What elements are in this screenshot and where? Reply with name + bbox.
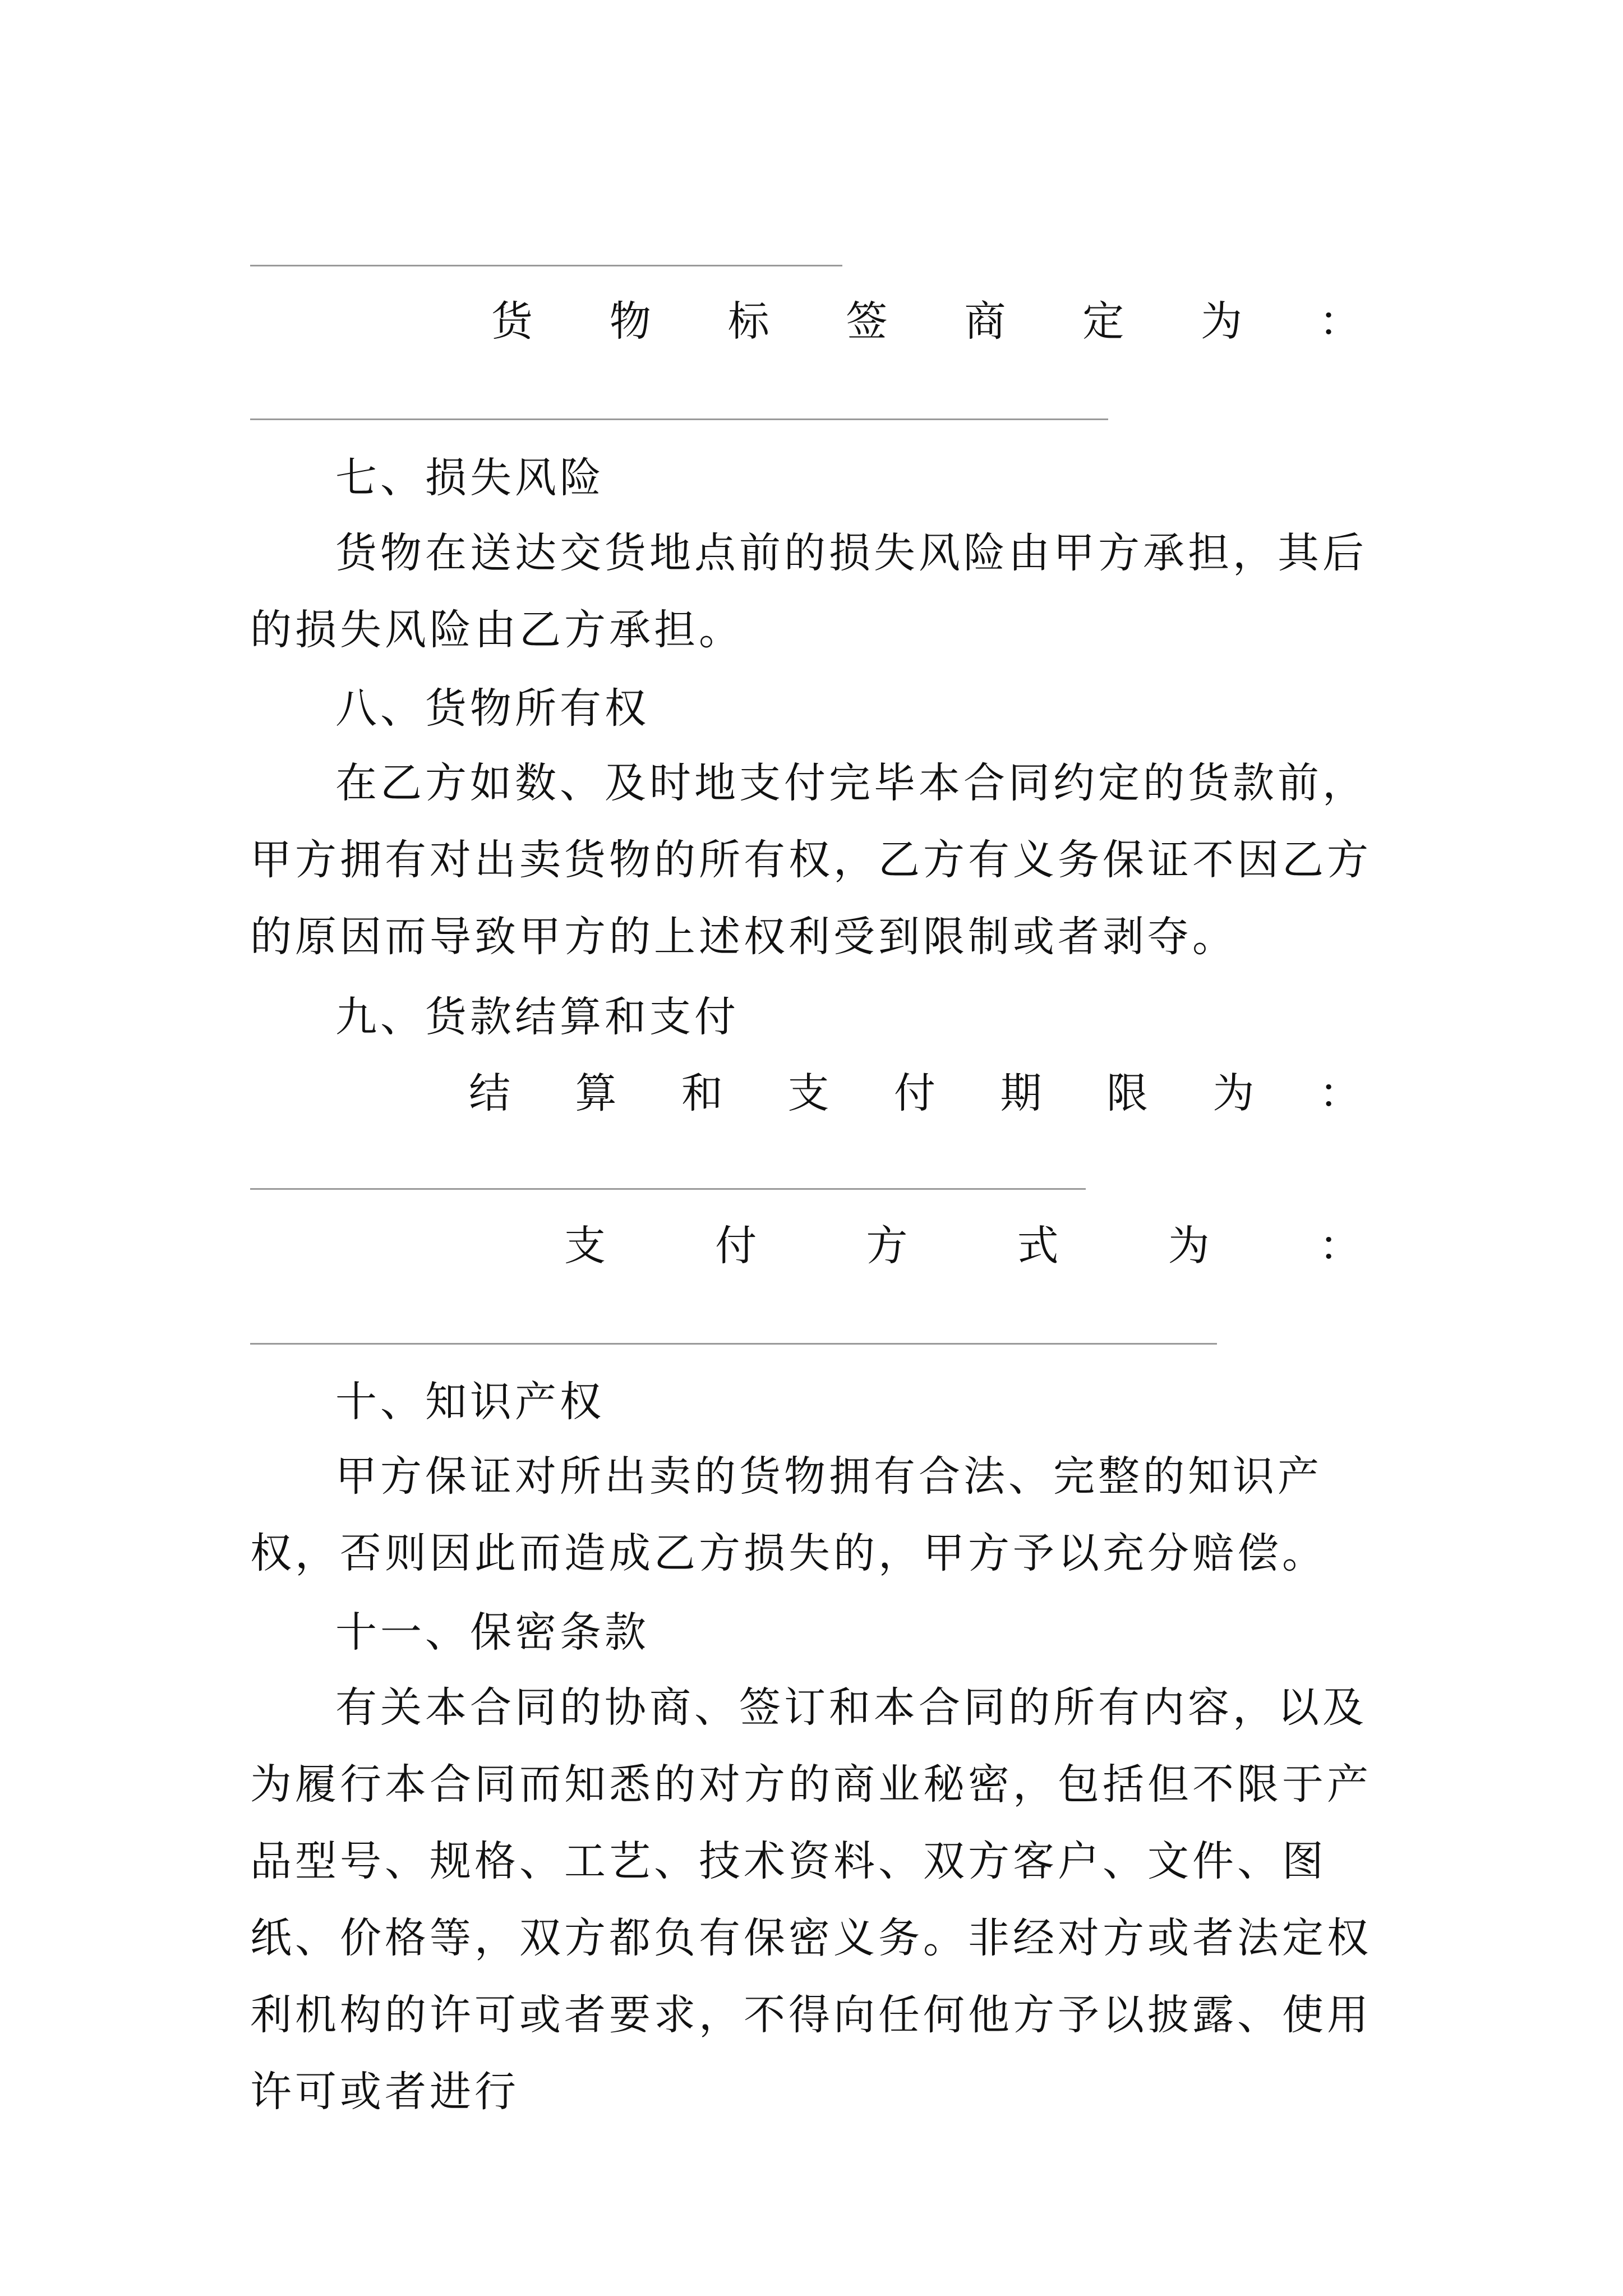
- payment-term-char: 付: [894, 1069, 935, 1117]
- goods-tag-char: 标: [727, 297, 769, 346]
- goods-tag-char: 货: [491, 297, 533, 346]
- goods-tag-char: 商: [964, 297, 1006, 346]
- section-10-body: 甲方保证对所出卖的货物拥有合法、完整的知识产权，否则因此而造成乙方损失的，甲方予以充分赔偿。: [250, 1452, 1327, 1577]
- payment-term-char: 结: [469, 1069, 510, 1117]
- goods-tag-char: 签: [846, 297, 888, 346]
- section-7-heading: 七、损失风险: [335, 454, 605, 502]
- goods-tag-char: ：: [1318, 297, 1361, 346]
- goods-tag-char: 定: [1082, 297, 1124, 346]
- payment-term-char: 为: [1212, 1069, 1255, 1117]
- section-9-heading: 九、货款结算和支付: [335, 993, 739, 1041]
- payment-term-char: 和: [681, 1069, 723, 1117]
- payment-method-char: ：: [1318, 1222, 1361, 1270]
- goods-tag-char: 为: [1201, 297, 1243, 346]
- section-11-heading: 十一、保密条款: [335, 1608, 649, 1657]
- blank-line-top: [250, 265, 842, 266]
- section-7-body: 货物在送达交货地点前的损失风险由甲方承担，其后的损失风险由乙方承担。: [250, 529, 1367, 654]
- goods-tag-char: 物: [609, 297, 651, 346]
- blank-line-goods-tag: [250, 418, 1108, 420]
- section-10-heading: 十、知识产权: [335, 1378, 605, 1426]
- payment-term-char: 限: [1106, 1069, 1148, 1117]
- payment-method-char: 式: [1017, 1222, 1059, 1270]
- blank-line-payment-term: [250, 1188, 1086, 1190]
- payment-term-char: 支: [787, 1069, 829, 1117]
- payment-term-label: [469, 1059, 1361, 1121]
- blank-line-payment-method: [250, 1343, 1217, 1345]
- payment-term-char: 期: [1000, 1069, 1042, 1117]
- section-8-heading: 八、货物所有权: [335, 684, 649, 733]
- payment-method-char: 付: [715, 1222, 757, 1270]
- payment-method-char: 为: [1168, 1222, 1210, 1270]
- section-11-body: 有关本合同的协商、签订和本合同的所有内容，以及为履行本合同而知悉的对方的商业秘密，包括但不限于产品型号、规格、工艺、技术资料、双方客户、文件、图纸、价格等，双方都负有保密义务。非经对方或者法定权利机构的许可或者要求，不得向任何他方予以披露、使用许可或者进行: [250, 1683, 1372, 2116]
- payment-method-char: 方: [866, 1222, 908, 1270]
- goods-tag-label: [491, 287, 1361, 349]
- payment-method-char: 支: [564, 1222, 606, 1270]
- payment-term-char: 算: [575, 1069, 617, 1117]
- payment-method-label: [564, 1212, 1361, 1273]
- section-8-body: 在乙方如数、及时地支付完毕本合同约定的货款前，甲方拥有对出卖货物的所有权，乙方有义务保证不因乙方的原因而导致甲方的上述权利受到限制或者剥夺。: [250, 759, 1372, 961]
- payment-term-char: ：: [1319, 1069, 1361, 1117]
